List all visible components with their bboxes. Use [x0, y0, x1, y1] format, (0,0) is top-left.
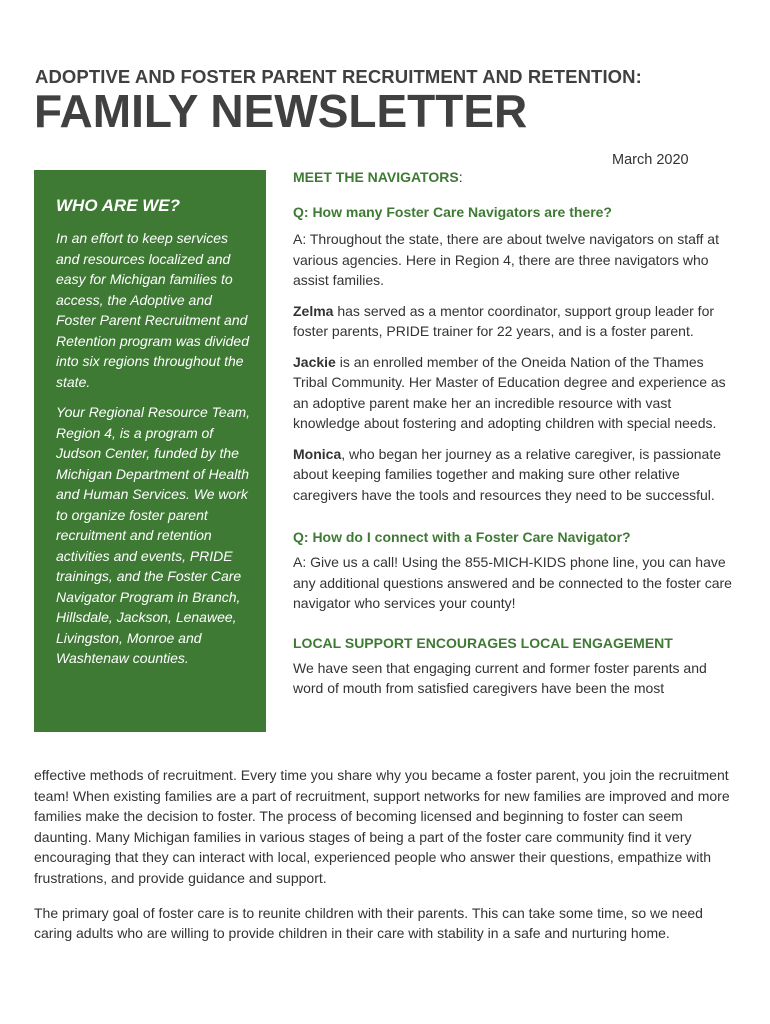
foster-care-goal-paragraph: The primary goal of foster care is to reunite children with their parents. This can take some time, so we need caring adults who are willing to provide children in their care with stability in a safe and nurturing home.	[34, 904, 703, 942]
sidebar-paragraph: Your Regional Resource Team, Region 4, is a program of Judson Center, funded by the Michigan Department of Health and Human Services. We work to organize foster parent recruitment and retention activities and events, PRIDE trainings, and the Foster Care Navigator Program in Branch, Hillsdale, Jackson, Lenawee, Livingston, Monroe and Washtenaw counties.	[56, 404, 251, 666]
sidebar-heading: WHO ARE WE?	[56, 196, 181, 215]
local-support-heading: LOCAL SUPPORT ENCOURAGES LOCAL ENGAGEMENT	[293, 634, 673, 651]
answer-1: A: Throughout the state, there are about twelve navigators on staff at various agencies. Here in Region 4, there are three navigators who assist families.	[293, 231, 719, 288]
question-2: Q: How do I connect with a Foster Care Navigator?	[293, 529, 631, 545]
navigator-zelma: Zelma has served as a mentor coordinator, support group leader for foster parents, PRIDE trainer for 22 years, and is a foster parent.	[293, 302, 715, 339]
question-1: Q: How many Foster Care Navigators are there?	[293, 204, 612, 220]
navigator-jackie: Jackie is an enrolled member of the Oneida Nation of the Thames Tribal Community. Her Master of Education degree and experience as an adoptive parent make her an incredible resource with vast knowledge about fostering and adopting children with special needs.	[293, 353, 726, 431]
sidebar-paragraph: In an effort to keep services and resources localized and easy for Michigan families to access, the Adoptive and Foster Parent Recruitment and Retention program was divided into six regions throughout the state.	[56, 230, 249, 390]
answer-2: A: Give us a call! Using the 855-MICH-KIDS phone line, you can have any additional questions answered and be connected to the foster care navigator who services your county!	[293, 554, 732, 611]
newsletter-title: FAMILY NEWSLETTER	[34, 85, 528, 137]
navigators-heading: MEET THE NAVIGATORS:	[293, 169, 463, 185]
who-are-we-sidebar	[34, 170, 266, 732]
newsletter-kicker: ADOPTIVE AND FOSTER PARENT RECRUITMENT AND RETENTION:	[35, 66, 642, 87]
local-support-lead: We have seen that engaging current and former foster parents and word of mouth from satisfied caregivers have been the most	[293, 659, 707, 696]
navigators-section	[293, 167, 733, 699]
navigator-monica: Monica, who began her journey as a relative caregiver, is passionate about keeping families together and making sure other relative caregivers have the tools and resources they need to be successful.	[293, 445, 722, 503]
local-support-paragraph: effective methods of recruitment. Every time you share why you became a foster parent, you join the recruitment team! When existing families are a part of recruitment, support networks for new families are improved and more families make the decision to foster. The process of becoming licensed and beginning to foster can seem daunting. Many Michigan families in various stages of being a part of the foster care community find it very encouraging that they can interact with local, experienced people who answer their questions, empathize with frustrations, and provide guidance and support.	[34, 767, 730, 886]
local-support-body	[34, 722, 734, 944]
issue-date: March 2020	[612, 152, 689, 168]
